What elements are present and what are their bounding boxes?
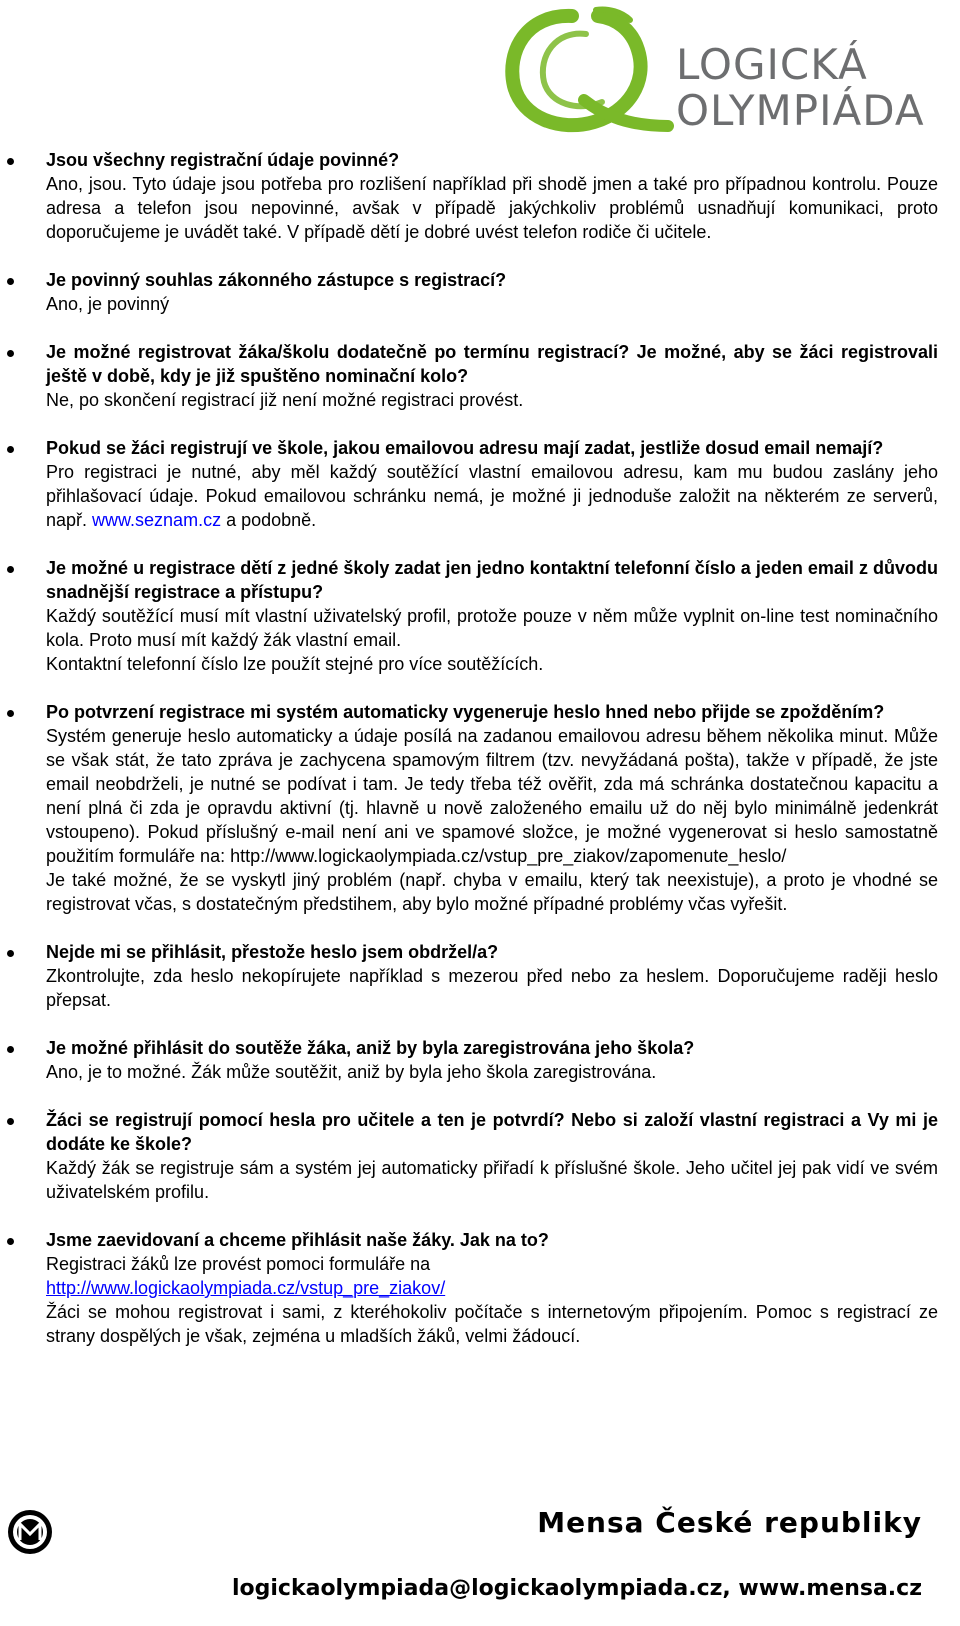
- faq-question: Jsou všechny registrační údaje povinné?: [46, 150, 400, 170]
- answer-text: Každý soutěžící musí mít vlastní uživatelský profil, protože pouze v něm může vyplnit on-line test nominačního kola. Proto musí mít každý žák vlastní email.: [46, 606, 938, 650]
- bullet-icon: [7, 1238, 14, 1245]
- faq-answer: [46, 1252, 938, 1348]
- answer-text: Každý žák se registruje sám a systém jej automaticky přiřadí k příslušné škole. Jeho učitel jej pak vidí ve svém uživatelském profilu.: [46, 1158, 938, 1202]
- faq-item: [0, 556, 960, 676]
- answer-text: Žáci se mohou registrovat i sami, z kteréhokoliv počítače s internetovým připojením. Pomoc s registrací ze strany dospělých je však, zejména u mladších žáků, velmi žádoucí.: [46, 1302, 938, 1346]
- faq-answer: [46, 172, 938, 244]
- faq-item: [0, 940, 960, 1012]
- answer-text: Ne, po skončení registrací již není možné registraci provést.: [46, 390, 524, 410]
- footer-contact: logickaolympiada@logickaolympiada.cz, www.mensa.cz: [231, 1576, 922, 1601]
- faq-question: Je povinný souhlas zákonného zástupce s registrací?: [46, 270, 507, 290]
- answer-link[interactable]: http://www.logickaolympiada.cz/vstup_pre_ziakov/: [46, 1278, 446, 1298]
- faq-answer: [46, 604, 938, 676]
- answer-text: Systém generuje heslo automaticky a údaje posílá na zadanou emailovou adresu během několika minut. Může se však stát, že tato zpráva je zachycena spamovým filtrem (tzv. nevyžádaná pošta), takže v případě, že jste email neobdrželi, je nutné se podívat i tam. Je tedy třeba též ověřit, zda má schránka dostatečnou kapacitu a není plná či zda je opravdu aktivní (tj. hlavně u nově založeného emailu už do něj bylo minimálně jedenkrát vstoupeno). Pokud příslušný e-mail není ani ve spamové složce, je možné vygenerovat si heslo samostatně použitím formuláře na: http://www.logickaolympiada.cz/vstup_pre_ziakov/zapomenute_heslo/: [46, 726, 938, 866]
- faq-answer: [46, 1156, 938, 1204]
- logo-title-line2: OLYMPIÁDA: [676, 86, 925, 135]
- bullet-icon: [7, 710, 14, 717]
- faq-item: [0, 1228, 960, 1348]
- faq-answer: [46, 388, 938, 412]
- faq-question: Nejde mi se přihlásit, přestože heslo jsem obdržel/a?: [46, 942, 499, 962]
- bullet-icon: [7, 278, 14, 285]
- answer-link[interactable]: www.seznam.cz: [92, 510, 222, 530]
- faq-question: Žáci se registrují pomocí hesla pro učitele a ten je potvrdí? Nebo si založí vlastní registraci a Vy mi je dodáte ke škole?: [46, 1110, 938, 1154]
- answer-text: Kontaktní telefonní číslo lze použít stejné pro více soutěžících.: [46, 654, 544, 674]
- faq-question: Je možné u registrace dětí z jedné školy zadat jen jedno kontaktní telefonní číslo a jeden email z důvodu snadnější registrace a přístupu?: [46, 558, 938, 602]
- bullet-icon: [7, 446, 14, 453]
- faq-item: [0, 700, 960, 916]
- answer-text: Ano, je to možné. Žák může soutěžit, aniž by byla jeho škola zaregistrována.: [46, 1062, 657, 1082]
- faq-item: [0, 268, 960, 316]
- answer-text: Je také možné, že se vyskytl jiný problém (např. chyba v emailu, který tak neexistuje), a proto je vhodné se registrovat včas, s dostatečným předstihem, aby bylo možné případné problémy včas vyřešit.: [46, 870, 938, 914]
- faq-item: [0, 436, 960, 532]
- bullet-icon: [7, 158, 14, 165]
- faq-answer: [46, 292, 938, 316]
- footer-brand: Mensa České republiky: [537, 1506, 922, 1539]
- logo-title-line1: LOGICKÁ: [676, 40, 868, 89]
- answer-text: Zkontrolujte, zda heslo nekopírujete například s mezerou před nebo za heslem. Doporučujeme raději heslo přepsat.: [46, 966, 938, 1010]
- answer-text: Registraci žáků lze provést pomoci formuláře na: [46, 1254, 431, 1274]
- answer-text: a podobně.: [221, 510, 317, 530]
- faq-item: [0, 148, 960, 244]
- bullet-icon: [7, 1118, 14, 1125]
- faq-item: [0, 340, 960, 412]
- bullet-icon: [7, 350, 14, 357]
- faq-question: Jsme zaevidovaní a chceme přihlásit naše žáky. Jak na to?: [46, 1230, 549, 1250]
- faq-question: Je možné registrovat žáka/školu dodatečně po termínu registrací? Je možné, aby se žáci registrovali ještě v době, kdy je již spuštěno nominační kolo?: [46, 342, 938, 386]
- faq-answer: [46, 964, 938, 1012]
- faq-answer: [46, 724, 938, 916]
- answer-text: Pro registraci je nutné, aby měl každý soutěžící vlastní emailovou adresu, kam mu budou zaslány jeho přihlašovací údaje. Pokud emailovou schránku nemá, je možné ji jednoduše založit na některém ze serverů, např.: [46, 462, 938, 530]
- answer-text: Ano, je povinný: [46, 294, 170, 314]
- faq-question: Pokud se žáci registrují ve škole, jakou emailovou adresu mají zadat, jestliže dosud email nemají?: [46, 438, 884, 458]
- faq-list: [0, 148, 960, 1372]
- faq-item: [0, 1108, 960, 1204]
- faq-question: Po potvrzení registrace mi systém automaticky vygeneruje heslo hned nebo přijde se zpožděním?: [46, 702, 885, 722]
- bullet-icon: [7, 950, 14, 957]
- bullet-icon: [7, 1046, 14, 1053]
- faq-answer: [46, 460, 938, 532]
- faq-question: Je možné přihlásit do soutěže žáka, aniž by byla zaregistrována jeho škola?: [46, 1038, 695, 1058]
- mensa-logo-icon: [6, 1508, 54, 1556]
- faq-item: [0, 1036, 960, 1084]
- faq-answer: [46, 1060, 938, 1084]
- answer-text: Ano, jsou. Tyto údaje jsou potřeba pro rozlišení například při shodě jmen a také pro případnou kontrolu. Pouze adresa a telefon jsou nepovinné, avšak v případě jakýchkoliv problémů usnadňují komunikaci, proto doporučujeme je uvádět také. V případě dětí je dobré uvést telefon rodiče či učitele.: [46, 174, 938, 242]
- logo-mark-icon: [498, 4, 678, 136]
- bullet-icon: [7, 566, 14, 573]
- logica-olympiada-logo: [498, 4, 958, 136]
